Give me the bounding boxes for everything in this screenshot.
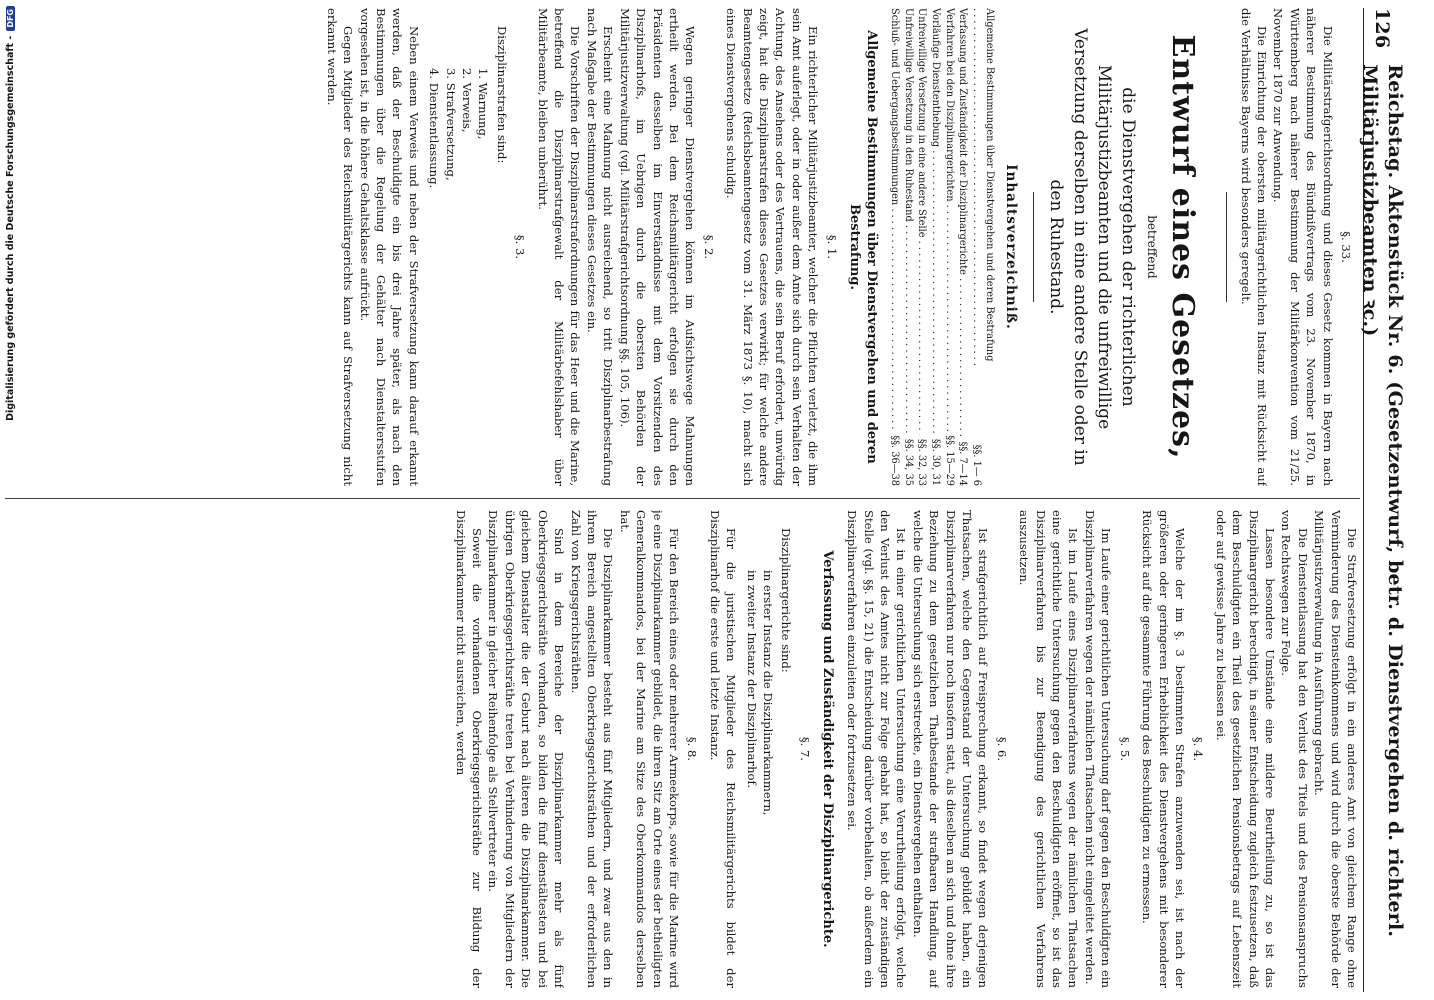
toc-entry xyxy=(915,8,929,486)
document-page xyxy=(0,8,1406,992)
paragraph: Die Strafversetzung erfolgt in ein anderes Amt von gleichem Range ohne Verminderung des Diensteinkommens und wird durch die oberste Behörde der Militärjustizverwaltung in Ausführung gebracht. xyxy=(1312,510,1359,988)
section-3-paragraph-2: Gegen Mitglieder des Reichsmilitärgerichts kann auf Strafversetzung nicht erkannt werden. xyxy=(324,8,356,486)
page-number: 126 xyxy=(1371,8,1393,49)
column-divider xyxy=(5,498,1360,499)
list-item: 2. Verweis, xyxy=(460,68,475,133)
betreffend-label: betreffend xyxy=(1145,215,1160,279)
paragraph: Die Dienstentlassung hat den Verlust des Titels und des Pensionsanspruchs von Rechtswegen zur Folge. xyxy=(1279,510,1310,988)
bill-subject: die Dienstvergehen der richterlichen Militärjustizbeamten und die unfreiwillige Versetzung derselben in eine andere Stelle oder in den Ruhestand. xyxy=(1045,28,1138,466)
section-2-paragraph-3: Die Vorschriften der Disziplinarstrafordnungen für das Heer und die Marine, betreffend die Disziplinarstrafgewalt der Militärbefehlshaber über Militärbeamte, bleiben unberührt. xyxy=(535,8,583,486)
section-8-paragraph-2: Die Disziplinarkammer besteht aus fünf Mitgliedern, und zwar aus den in ihrem Bereich angestellten Oberkriegsgerichtsräthen und der erforderlichen Zahl von Kriegsgerichtsräthen. xyxy=(568,510,616,988)
section-2-heading: §. 2. xyxy=(701,234,716,260)
section-1-heading: §. 1. xyxy=(824,234,839,260)
toc-entry-ref: §§. 15—29 xyxy=(943,435,955,486)
section-3-paragraph-1: Neben einem Verweis und neben der Strafversetzung kann darauf erkannt werden, daß der Beschuldigte ein bis drei Jahre später, als nach den Bestimmungen über die Regelung der Gehälter nach Dienstaltersstufen vorgesehen ist, in die höhere Gehaltsklasse aufrückt. xyxy=(357,8,421,486)
bill-title: Entwurf eines Gesetzes, xyxy=(1165,34,1201,460)
toc-entry xyxy=(901,8,915,486)
separator-rule xyxy=(1226,192,1227,302)
section-heading-general: Allgemeine Bestimmungen über Dienstvergehen und deren Bestrafung. xyxy=(846,30,879,464)
toc-entry xyxy=(956,8,970,486)
running-title: Reichstag. Aktenstück Nr. 6. (Gesetzentwurf, betr. d. Dienstvergehen d. richterl. Militärjustizbeamten ꝛc.) xyxy=(1359,64,1406,938)
separator-rule xyxy=(1033,192,1034,302)
toc-entry xyxy=(888,8,902,486)
paragraph: Lassen besondere Umstände eine mildere Beurtheilung zu, so ist das Disziplinargericht berechtigt, in seiner Entscheidung zugleich festzusetzen, daß dem Beschuldigten ein Theil des gesetzlichen Pensionsbetrags auf Lebenszeit oder auf gewisse Jahre zu belassen sei. xyxy=(1213,510,1277,988)
toc-entry-title: Unfreiwillige Versetzung in den Ruhestand . . . xyxy=(901,8,915,435)
dfg-logo: DFG xyxy=(6,6,15,31)
toc-entry-ref: §§. 1— 6 xyxy=(970,444,982,486)
section-2-paragraph-2: Erscheint eine Mahnung nicht ausreichend, so tritt Disziplinarbestrafung nach Maßgabe der Bestimmungen dieses Gesetzes ein. xyxy=(584,8,616,486)
list-item: in zweiter Instanz der Disziplinarhof. xyxy=(744,570,759,789)
toc-entry xyxy=(928,8,942,486)
section-7-intro: Disziplinargerichte sind: xyxy=(779,528,794,673)
section-3-intro: Disziplinarstrafen sind: xyxy=(494,26,509,164)
table-of-contents xyxy=(888,8,997,486)
section-8-heading: §. 8. xyxy=(685,736,700,762)
toc-entry-title xyxy=(969,8,983,441)
toc-entry-ref: §§. 30, 31 xyxy=(929,438,941,486)
section-8-paragraph-3: Sind in dem Bereiche der Disziplinarkammer mehr als fünf Oberkriegsgerichtsräthe vorhanden, so bilden die fünf dienstältesten und bei gleichem Dienstalter die der Geburt nach älteren die Disziplinarkammer. Die übrigen Oberkriegsgerichtsräthe treten bei Verhinderung von Mitgliedern der Disziplinarkammer in gleicher Reihenfolge als Stellvertreter ein. xyxy=(486,510,567,988)
toc-entry-title: Vorläufige Dienstenthebung . . . xyxy=(928,8,942,435)
toc-entry-ref: §§. 36—38 xyxy=(889,435,901,486)
section-3-heading: §. 3. xyxy=(513,234,528,260)
section-8-paragraph-1: Für den Bereich eines oder mehrerer Armeekorps, sowie für die Marine wird je eine Disziplinarkammer gebildet, die ihren Sitz am Orte eines der betheiligten Generalkommandos, bei der Marine am Sitze des Oberkommandos derselben hat. xyxy=(617,510,681,988)
list-item: 4. Dienstentlassung. xyxy=(427,68,442,189)
section-5-paragraph-1: Im Laufe einer gerichtlichen Untersuchung darf gegen den Beschuldigten ein Disziplinarverfahren wegen der nämlichen Thatsachen nicht eingeleitet werden. xyxy=(1082,510,1114,988)
section-33-paragraph-2: Die Einrichtung der obersten militärgerichtlichen Instanz mit Rücksicht auf die Verhältnisse Bayerns wird besonders geregelt. xyxy=(1238,8,1269,486)
right-column xyxy=(5,510,1360,988)
section-2-paragraph-1: Wegen geringer Dienstvergehen können im Aufsichtswege Mahnungen ertheilt werden. Bei dem Reichsmilitärgericht erfolgen sie durch den Präsidenten desselben im Einverständnisse mit dem Vorsitzenden des Disziplinarhofs, im Uebrigen durch die obersten Behörden der Militärjustizverwaltung (vgl. Militärstrafgerichtsordnung §§. 105, 106). xyxy=(617,8,698,486)
left-column xyxy=(5,8,1360,486)
list-item: 3. Strafversetzung, xyxy=(443,68,458,181)
toc-entry-first-title: Allgemeine Bestimmungen über Dienstvergehen und deren Bestrafung xyxy=(984,8,996,362)
page-header xyxy=(1359,8,1406,992)
toc-heading: Inhaltsverzeichniß. xyxy=(1002,164,1019,330)
section-5-paragraph-2: Ist im Laufe eines Disziplinarverfahrens wegen der nämlichen Thatsachen eine gerichtliche Untersuchung gegen den Beschuldigten eröffnet, so ist das Disziplinarverfahren bis zur Beendigung des gerichtlichen Verfahrens auszusetzen. xyxy=(1017,510,1081,988)
section-7-heading: §. 7. xyxy=(797,736,812,762)
section-6-paragraph-1: Ist strafgerichtlich auf Freisprechung erkannt, so findet wegen derjenigen Thatsachen, welche den Gegenstand der Untersuchung gebildet haben, ein Disziplinarverfahren nur noch insofern statt, als dieselben an sich und ohne ihre Beziehung zu dem gesetzlichen Thatbestande der strafbaren Handlung, auf welche die Untersuchung sich erstreckte, ein Dienstvergehen enthalten. xyxy=(910,510,991,988)
section-heading-courts: Verfassung und Zuständigkeit der Disziplinargerichte. xyxy=(819,550,835,948)
toc-entry-title: Unfreiwillige Versetzung in eine andere Stelle . . . xyxy=(915,8,929,435)
section-6-paragraph-2: Ist in einer gerichtlichen Untersuchung eine Verurtheilung erfolgt, welche den Verlust des Amtes nicht zur Folge gehabt hat, so bleibt der zuständigen Stelle (vgl. §§. 15, 21) die Entscheidung darüber vorbehalten, ob außerdem ein Disziplinarverfahren einzuleiten oder fortzusetzen sei. xyxy=(845,510,909,988)
toc-entry-title: Verfahren bei den Disziplinargerichten . . . xyxy=(942,8,956,431)
toc-entry xyxy=(942,8,956,486)
toc-entry xyxy=(969,8,983,486)
court-list xyxy=(743,570,776,988)
penalty-list xyxy=(426,68,492,486)
funding-text: Digitalisierung gefördert durch die Deutsche Forschungsgemeinschaft - xyxy=(4,35,16,421)
section-4-heading: §. 4. xyxy=(1191,736,1206,762)
section-33-heading: §. 33. xyxy=(1339,231,1353,263)
section-1-paragraph: Ein richterlicher Militärjustizbeamter, welcher die Pflichten verletzt, die ihm sein Amt auferlegt, oder in oder außer dem Amte sich durch sein Verhalten der Achtung, des Ansehens oder des Vertrauens, die sein Beruf erfordert, unwürdig zeigt, hat die Disziplinarstrafen dieses Gesetzes verwirkt; für welche andere Beamtengesetze (Reichsbeamtengesetz vom 31. März 1873 §. 10), macht sich eines Dienstvergehens schuldig. xyxy=(724,8,821,486)
section-33-paragraph-1: Die Militärstrafgerichtsordnung und dieses Gesetz kommen in Bayern nach näherer Bestimmung des Bündnißvertrags vom 23. November 1870, in Württemberg nach näherer Bestimmung der Militärkonvention vom 21/25. November 1870 zur Anwendung. xyxy=(1271,8,1335,486)
toc-entry-ref: §§. 34, 35 xyxy=(902,438,914,486)
section-5-heading: §. 5. xyxy=(1117,736,1132,762)
toc-entry-ref: §§. 32, 33 xyxy=(916,438,928,486)
header-rule xyxy=(1363,8,1364,992)
section-4-paragraph: Welche der im §. 3 bestimmten Strafen anzuwenden sei, ist nach der größeren oder geringeren Erheblichkeit des Dienstvergehens mit besonderer Rücksicht auf die gesammte Führung des Beschuldigten zu ermessen. xyxy=(1140,510,1187,988)
toc-entry-title: Schluß- und Uebergangsbestimmungen . . . xyxy=(888,8,902,431)
section-8-paragraph-4: Soweit die vorhandenen Oberkriegsgerichtsräthe zur Bildung der Disziplinarkammer nicht ausreichen, werden xyxy=(453,510,485,988)
list-item: in erster Instanz die Disziplinarkammern, xyxy=(761,570,775,816)
section-6-heading: §. 6. xyxy=(994,736,1009,762)
toc-entry-ref: §§. 7—14 xyxy=(957,441,969,486)
toc-entry-title: Verfassung und Zuständigkeit der Disziplinargerichte . . . xyxy=(956,8,970,437)
section-7-paragraph: Für die juristischen Mitglieder des Reichsmilitärgerichts bildet der Disziplinarhof die erste und letzte Instanz. xyxy=(707,510,739,988)
list-item: 1. Warnung, xyxy=(476,68,491,140)
